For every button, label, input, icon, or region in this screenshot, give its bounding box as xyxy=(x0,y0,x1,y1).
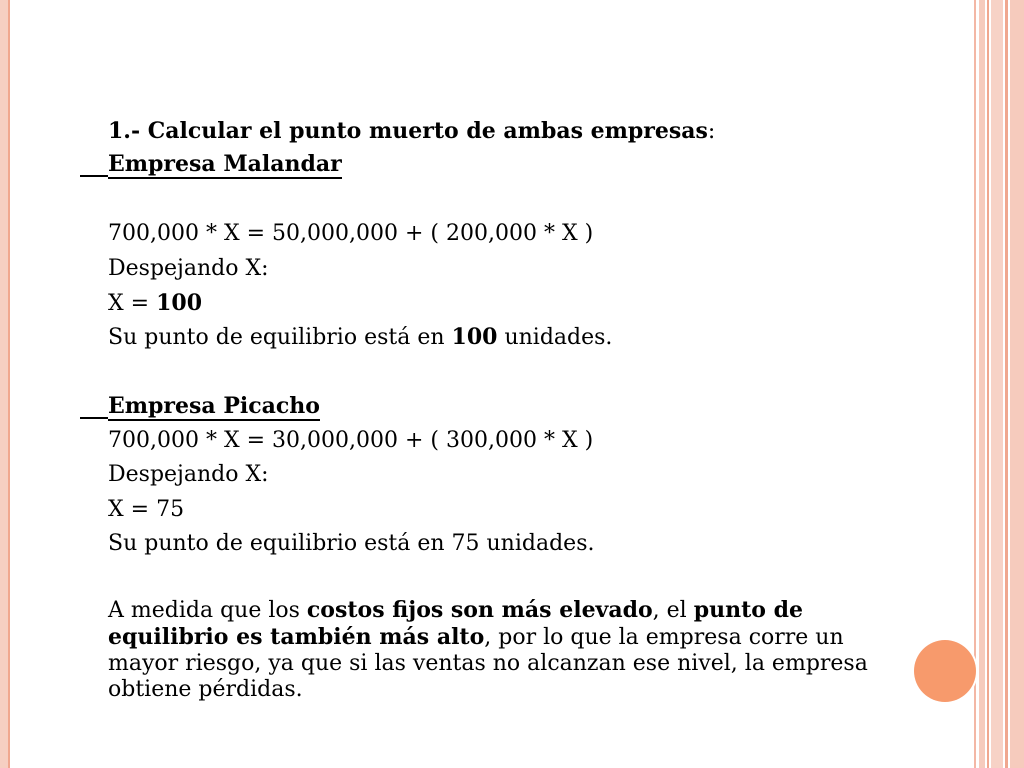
malandar-result xyxy=(108,290,202,317)
heading-indent-underline xyxy=(80,151,108,177)
malandar-conclusion-prefix: Su punto de equilibrio está en xyxy=(108,325,452,350)
problem-title xyxy=(108,118,715,145)
malandar-conclusion-value: 100 xyxy=(451,324,498,350)
malandar-result-prefix: X = xyxy=(108,291,157,316)
summary-bold2: punto de equilibrio es también más alto xyxy=(108,597,803,650)
malandar-conclusion xyxy=(108,324,612,351)
summary-part2: , el xyxy=(652,598,694,623)
picacho-step: Despejando X: xyxy=(108,462,269,487)
picacho-equation: 700,000 * X = 30,000,000 + ( 300,000 * X ) xyxy=(108,428,594,453)
malandar-result-value: 100 xyxy=(156,290,203,316)
malandar-step: Despejando X: xyxy=(108,256,269,281)
summary-part1: A medida que los xyxy=(108,598,307,623)
malandar-equation: 700,000 * X = 50,000,000 + ( 200,000 * X ) xyxy=(108,221,594,246)
summary-paragraph xyxy=(108,597,868,703)
malandar-conclusion-suffix: unidades. xyxy=(497,325,613,350)
picacho-heading-text: Empresa Picacho xyxy=(108,393,320,419)
problem-title-suffix: : xyxy=(707,119,716,144)
summary-part3: , por lo que la empresa corre un mayor riesgo, ya que si las ventas no alcanzan ese nivel, la empresa obtiene pérdidas. xyxy=(108,625,868,702)
summary-bold1: costos fijos son más elevado xyxy=(306,597,653,623)
problem-title-text: 1.- Calcular el punto muerto de ambas empresas xyxy=(108,118,708,144)
heading-indent-underline xyxy=(80,393,108,419)
malandar-heading xyxy=(80,151,342,178)
picacho-conclusion: Su punto de equilibrio está en 75 unidades. xyxy=(108,531,595,556)
malandar-heading-text: Empresa Malandar xyxy=(108,151,342,177)
picacho-heading xyxy=(80,393,320,420)
picacho-result: X = 75 xyxy=(108,497,185,522)
